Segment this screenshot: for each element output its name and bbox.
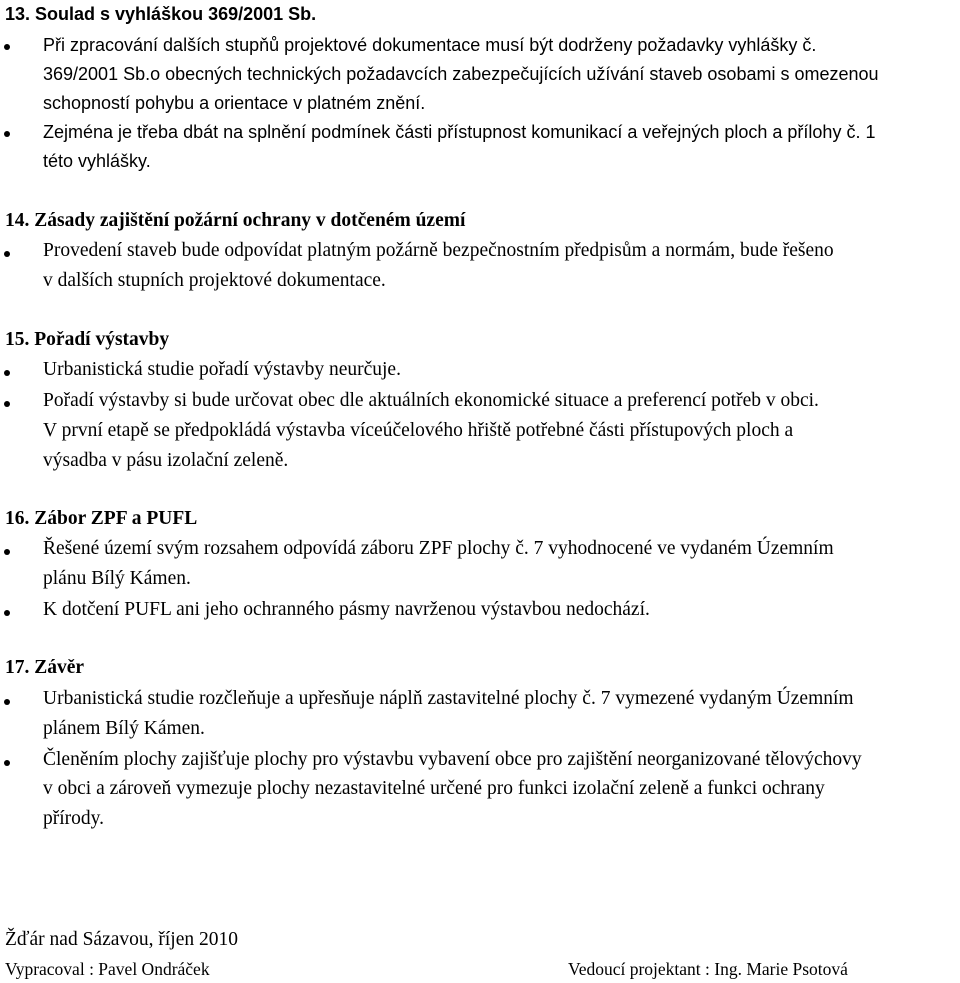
bullet-dot — [4, 610, 10, 616]
section-14-bullet-1-line-2: v dalších stupních projektové dokumentace. — [43, 270, 386, 291]
bullet-dot — [4, 760, 10, 766]
section-17-bullet-1-line-1: Urbanistická studie rozčleňuje a upřesňuje náplň zastavitelné plochy č. 7 vymezené vydaným Územním — [43, 688, 854, 709]
bullet-dot — [4, 370, 10, 376]
section-17-heading: 17. Závěr — [5, 657, 85, 678]
section-16-bullet-2-line-1: K dotčení PUFL ani jeho ochranného pásmy navrženou výstavbou nedochází. — [43, 599, 650, 620]
section-13-bullet-1-line-2: 369/2001 Sb.o obecných technických požadavcích zabezpečujících užívání staveb osobami s omezenou — [43, 64, 879, 84]
section-15-bullet-2-line-1: Pořadí výstavby si bude určovat obec dle aktuálních ekonomické situace a preferencí potřeb v obci. — [43, 390, 819, 411]
section-13-bullet-1-line-3: schopností pohybu a orientace v platném znění. — [43, 93, 426, 113]
author-line: Vypracoval : Pavel Ondráček — [5, 959, 210, 979]
bullet-dot — [4, 401, 10, 407]
section-16-heading: 16. Zábor ZPF a PUFL — [5, 508, 198, 529]
bullet-dot — [4, 549, 10, 555]
section-17-bullet-2-line-3: přírody. — [43, 808, 105, 829]
section-17-bullet-1-line-2: plánem Bílý Kámen. — [43, 718, 205, 739]
section-17-bullet-2-line-2: v obci a zároveň vymezuje plochy nezastavitelné určené pro funkci izolační zeleně a funkci ochrany — [43, 778, 825, 799]
section-15-bullet-1-line-1: Urbanistická studie pořadí výstavby neurčuje. — [43, 359, 401, 380]
bullet-dot — [4, 251, 10, 257]
bullet-dot — [4, 699, 10, 705]
section-15-bullet-2-line-3: výsadba v pásu izolační zeleně. — [43, 450, 289, 471]
section-16-bullet-1-line-1: Řešené území svým rozsahem odpovídá záboru ZPF plochy č. 7 vyhodnocené ve vydaném Územním — [43, 538, 834, 559]
section-15-bullet-2-line-2: V první etapě se předpokládá výstavba víceúčelového hřiště potřebné části přístupových ploch a — [43, 420, 794, 441]
section-13-bullet-2-line-1: Zejména je třeba dbát na splnění podmínek části přístupnost komunikací a veřejných ploch a přílohy č. 1 — [43, 122, 876, 142]
section-13-bullet-2-line-2: této vyhlášky. — [43, 151, 151, 171]
section-14-heading: 14. Zásady zajištění požární ochrany v dotčeném území — [5, 210, 466, 231]
section-13-bullet-1-line-1: Při zpracování dalších stupňů projektové dokumentace musí být dodrženy požadavky vyhlášky č. — [43, 35, 817, 55]
section-15-heading: 15. Pořadí výstavby — [5, 329, 170, 350]
section-14-bullet-1-line-1: Provedení staveb bude odpovídat platným požárně bezpečnostním předpisům a normám, bude řešeno — [43, 240, 834, 261]
lead-designer-line: Vedoucí projektant : Ing. Marie Psotová — [568, 959, 848, 979]
section-17-bullet-2-line-1: Členěním plochy zajišťuje plochy pro výstavbu vybavení obce pro zajištění neorganizované tělovýchovy — [43, 749, 862, 770]
section-16-bullet-1-line-2: plánu Bílý Kámen. — [43, 568, 191, 589]
section-13-heading: 13. Soulad s vyhláškou 369/2001 Sb. — [5, 4, 317, 24]
bullet-dot — [4, 131, 10, 137]
place-date: Žďár nad Sázavou, říjen 2010 — [5, 929, 238, 950]
bullet-dot — [4, 44, 10, 50]
